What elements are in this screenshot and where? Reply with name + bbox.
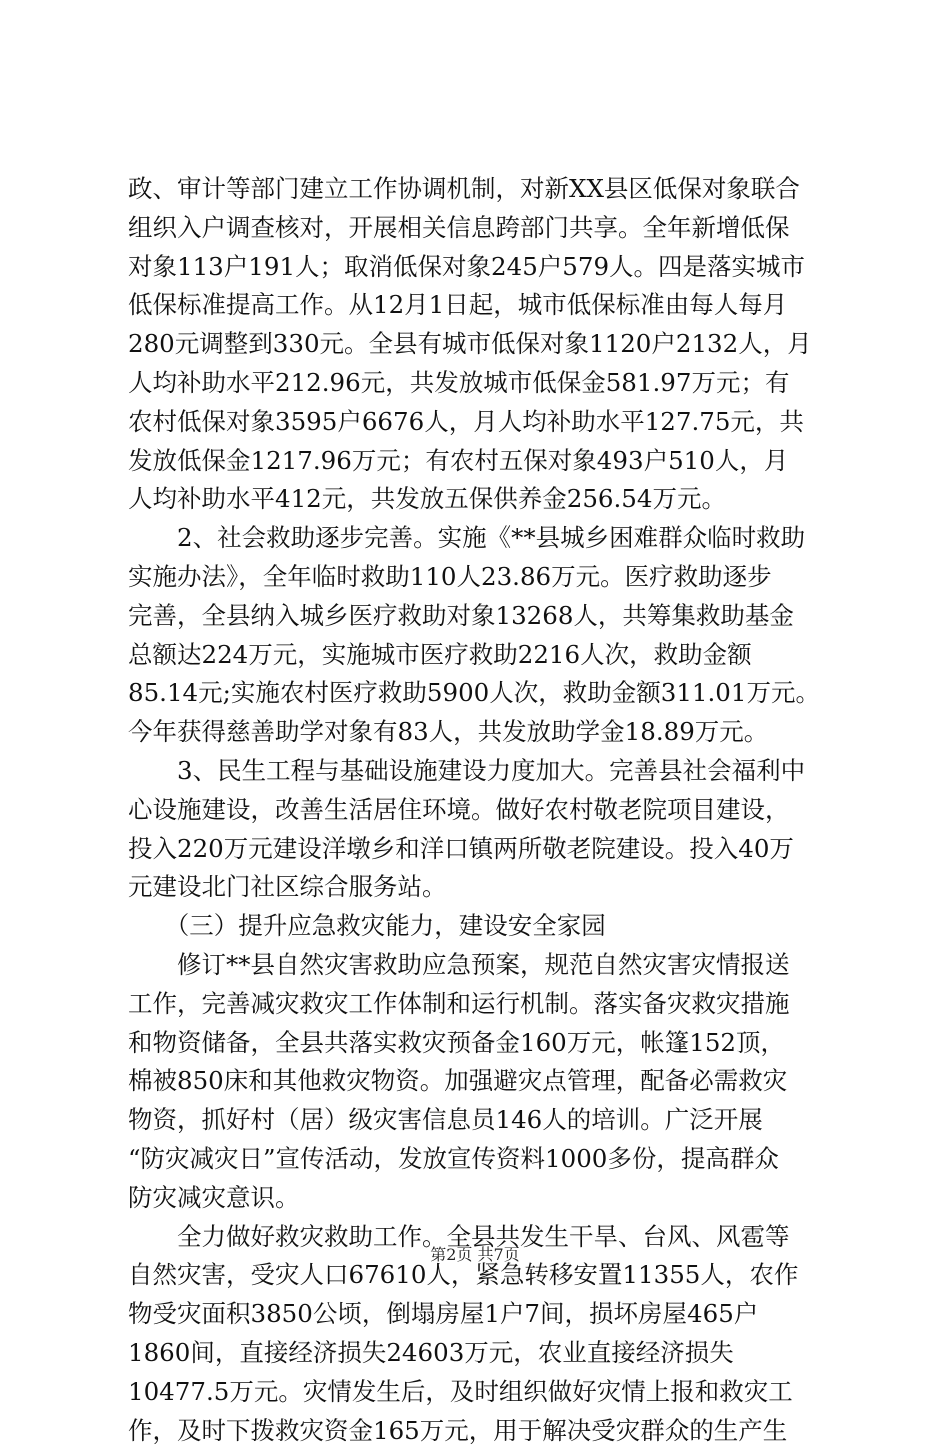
- text-line: 280元调整到330元。全县有城市低保对象1120户2132人，月: [128, 325, 828, 364]
- text-line: 1860间，直接经济损失24603万元，农业直接经济损失: [128, 1334, 828, 1373]
- text-line: 物受灾面积3850公顷，倒塌房屋1户7间，损坏房屋465户: [128, 1295, 828, 1334]
- text-line: 自然灾害，受灾人口67610人，紧急转移安置11355人，农作: [128, 1256, 828, 1295]
- text-line: 棉被850床和其他救灾物资。加强避灾点管理，配备必需救灾: [128, 1062, 828, 1101]
- text-line: 对象113户191人；取消低保对象245户579人。四是落实城市: [128, 248, 828, 287]
- text-line: 政、审计等部门建立工作协调机制，对新XX县区低保对象联合: [128, 170, 828, 209]
- text-line: 物资，抓好村（居）级灾害信息员146人的培训。广泛开展: [128, 1101, 828, 1140]
- text-line: 85.14元;实施农村医疗救助5900人次，救助金额311.01万元。: [128, 674, 828, 713]
- text-line: 元建设北门社区综合服务站。: [128, 868, 828, 907]
- section-heading: （三）提升应急救灾能力，建设安全家园: [128, 907, 828, 946]
- text-line: 投入220万元建设洋墩乡和洋口镇两所敬老院建设。投入40万: [128, 830, 828, 869]
- text-line: 心设施建设，改善生活居住环境。做好农村敬老院项目建设，: [128, 791, 828, 830]
- text-line: 发放低保金1217.96万元；有农村五保对象493户510人，月: [128, 442, 828, 481]
- text-line: “防灾减灾日”宣传活动，发放宣传资料1000多份，提高群众: [128, 1140, 828, 1179]
- text-line: 和物资储备，全县共落实救灾预备金160万元，帐篷152顶，: [128, 1024, 828, 1063]
- text-line: 2、社会救助逐步完善。实施《**县城乡困难群众临时救助: [128, 519, 828, 558]
- text-line: 10477.5万元。灾情发生后，及时组织做好灾情上报和救灾工: [128, 1373, 828, 1412]
- text-line: 农村低保对象3595户6676人，月人均补助水平127.75元，共: [128, 403, 828, 442]
- text-line: 组织入户调查核对，开展相关信息跨部门共享。全年新增低保: [128, 209, 828, 248]
- text-line: 作，及时下拨救灾资金165万元，用于解决受灾群众的生产生: [128, 1412, 828, 1450]
- text-line: 修订**县自然灾害救助应急预案，规范自然灾害灾情报送: [128, 946, 828, 985]
- text-line: 实施办法》，全年临时救助110人23.86万元。医疗救助逐步: [128, 558, 828, 597]
- text-line: 全力做好救灾救助工作。全县共发生干旱、台风、风雹等: [128, 1218, 828, 1257]
- text-line: 工作，完善减灾救灾工作体制和运行机制。落实备灾救灾措施: [128, 985, 828, 1024]
- text-line: 人均补助水平212.96元，共发放城市低保金581.97万元；有: [128, 364, 828, 403]
- text-line: 低保标准提高工作。从12月1日起，城市低保标准由每人每月: [128, 286, 828, 325]
- text-line: 人均补助水平412元，共发放五保供养金256.54万元。: [128, 480, 828, 519]
- text-line: 3、民生工程与基础设施建设力度加大。完善县社会福利中: [128, 752, 828, 791]
- text-line: 今年获得慈善助学对象有83人，共发放助学金18.89万元。: [128, 713, 828, 752]
- text-line: 防灾减灾意识。: [128, 1179, 828, 1218]
- text-line: 完善，全县纳入城乡医疗救助对象13268人，共筹集救助基金: [128, 597, 828, 636]
- page-footer: 第2页 共7页: [0, 1245, 950, 1265]
- text-line: 总额达224万元，实施城市医疗救助2216人次，救助金额: [128, 636, 828, 675]
